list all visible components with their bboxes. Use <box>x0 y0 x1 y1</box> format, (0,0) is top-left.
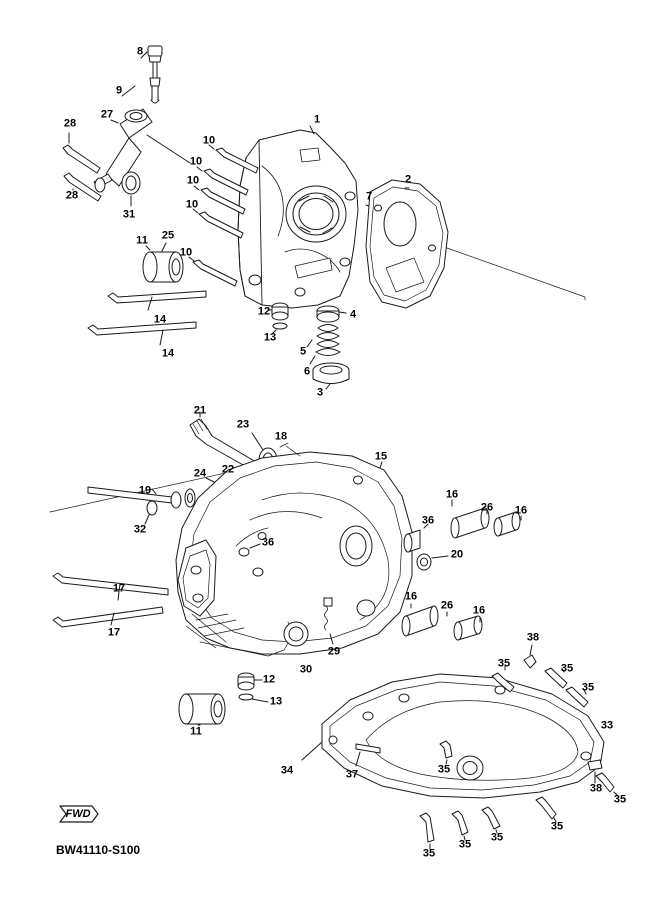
callout-number: 10 <box>202 134 216 147</box>
callout-number: 10 <box>179 246 193 259</box>
callout-number: 27 <box>100 108 114 121</box>
callout-number: 16 <box>445 488 459 501</box>
part-code-label: BW41110-S100 <box>56 843 141 857</box>
oil-filter-stack <box>307 306 349 389</box>
bushing-11-lower <box>179 694 225 725</box>
bolts-17 <box>53 573 168 627</box>
callout-number: 18 <box>274 430 288 443</box>
callout-number: 30 <box>299 663 313 676</box>
fwd-label: FWD <box>65 808 91 820</box>
callout-number: 7 <box>365 190 373 203</box>
callout-number: 35 <box>490 831 504 844</box>
callout-number: 23 <box>236 418 250 431</box>
callout-number: 20 <box>450 548 464 561</box>
callout-number: 10 <box>186 174 200 187</box>
filler-neck <box>94 109 190 192</box>
bolts-14 <box>88 291 206 345</box>
callout-number: 12 <box>257 305 271 318</box>
callout-number: 13 <box>269 695 283 708</box>
callout-number: 19 <box>138 484 152 497</box>
callout-number: 22 <box>221 463 235 476</box>
bushing-11-upper <box>143 243 183 282</box>
callout-number: 28 <box>65 189 79 202</box>
callout-number: 14 <box>153 313 167 326</box>
callout-number: 35 <box>613 793 627 806</box>
callout-number: 35 <box>560 662 574 675</box>
callout-number: 9 <box>115 84 123 97</box>
callout-number: 17 <box>107 626 121 639</box>
callout-number: 34 <box>280 764 294 777</box>
callout-number: 15 <box>374 450 388 463</box>
crankcase-1 <box>238 126 358 308</box>
callout-number: 36 <box>421 514 435 527</box>
callout-number: 4 <box>349 308 357 321</box>
callout-number: 35 <box>437 763 451 776</box>
oring-31 <box>122 172 140 206</box>
callout-number: 1 <box>313 113 321 126</box>
callout-number: 6 <box>303 365 311 378</box>
callout-number: 33 <box>600 719 614 732</box>
callout-number: 35 <box>550 820 564 833</box>
callout-number: 32 <box>133 523 147 536</box>
callout-number: 35 <box>422 847 436 860</box>
callout-number: 11 <box>136 234 148 247</box>
callout-number: 3 <box>316 386 324 399</box>
callout-number: 26 <box>480 501 494 514</box>
crankcase-15 <box>176 452 412 656</box>
fwd-direction-badge <box>58 802 98 826</box>
callout-number: 28 <box>63 117 77 130</box>
callout-number: 13 <box>263 331 277 344</box>
callout-number: 16 <box>514 504 528 517</box>
drain-plug-upper <box>268 303 288 333</box>
callout-number: 35 <box>458 838 472 851</box>
callout-number: 24 <box>193 467 207 480</box>
callout-number: 8 <box>136 45 144 58</box>
callout-number: 35 <box>581 681 595 694</box>
callout-number: 16 <box>404 590 418 603</box>
callout-number: 21 <box>193 404 207 417</box>
callout-number: 35 <box>497 657 511 670</box>
callout-number: 25 <box>161 229 175 242</box>
callout-number: 10 <box>185 198 199 211</box>
callout-number: 38 <box>526 631 540 644</box>
callout-number: 14 <box>161 347 175 360</box>
callout-number: 26 <box>440 599 454 612</box>
callout-number: 36 <box>261 536 275 549</box>
callout-number: 11 <box>190 725 202 738</box>
callout-number: 37 <box>345 768 359 781</box>
callout-number: 29 <box>327 645 341 658</box>
callout-number: 12 <box>262 673 276 686</box>
callout-number: 31 <box>122 208 136 221</box>
callout-number: 16 <box>472 604 486 617</box>
callout-number: 10 <box>189 155 203 168</box>
callout-number: 5 <box>299 345 307 358</box>
callout-number: 38 <box>589 782 603 795</box>
gasket-2 <box>366 180 448 308</box>
callout-number: 2 <box>404 173 412 186</box>
callout-number: 17 <box>112 582 126 595</box>
